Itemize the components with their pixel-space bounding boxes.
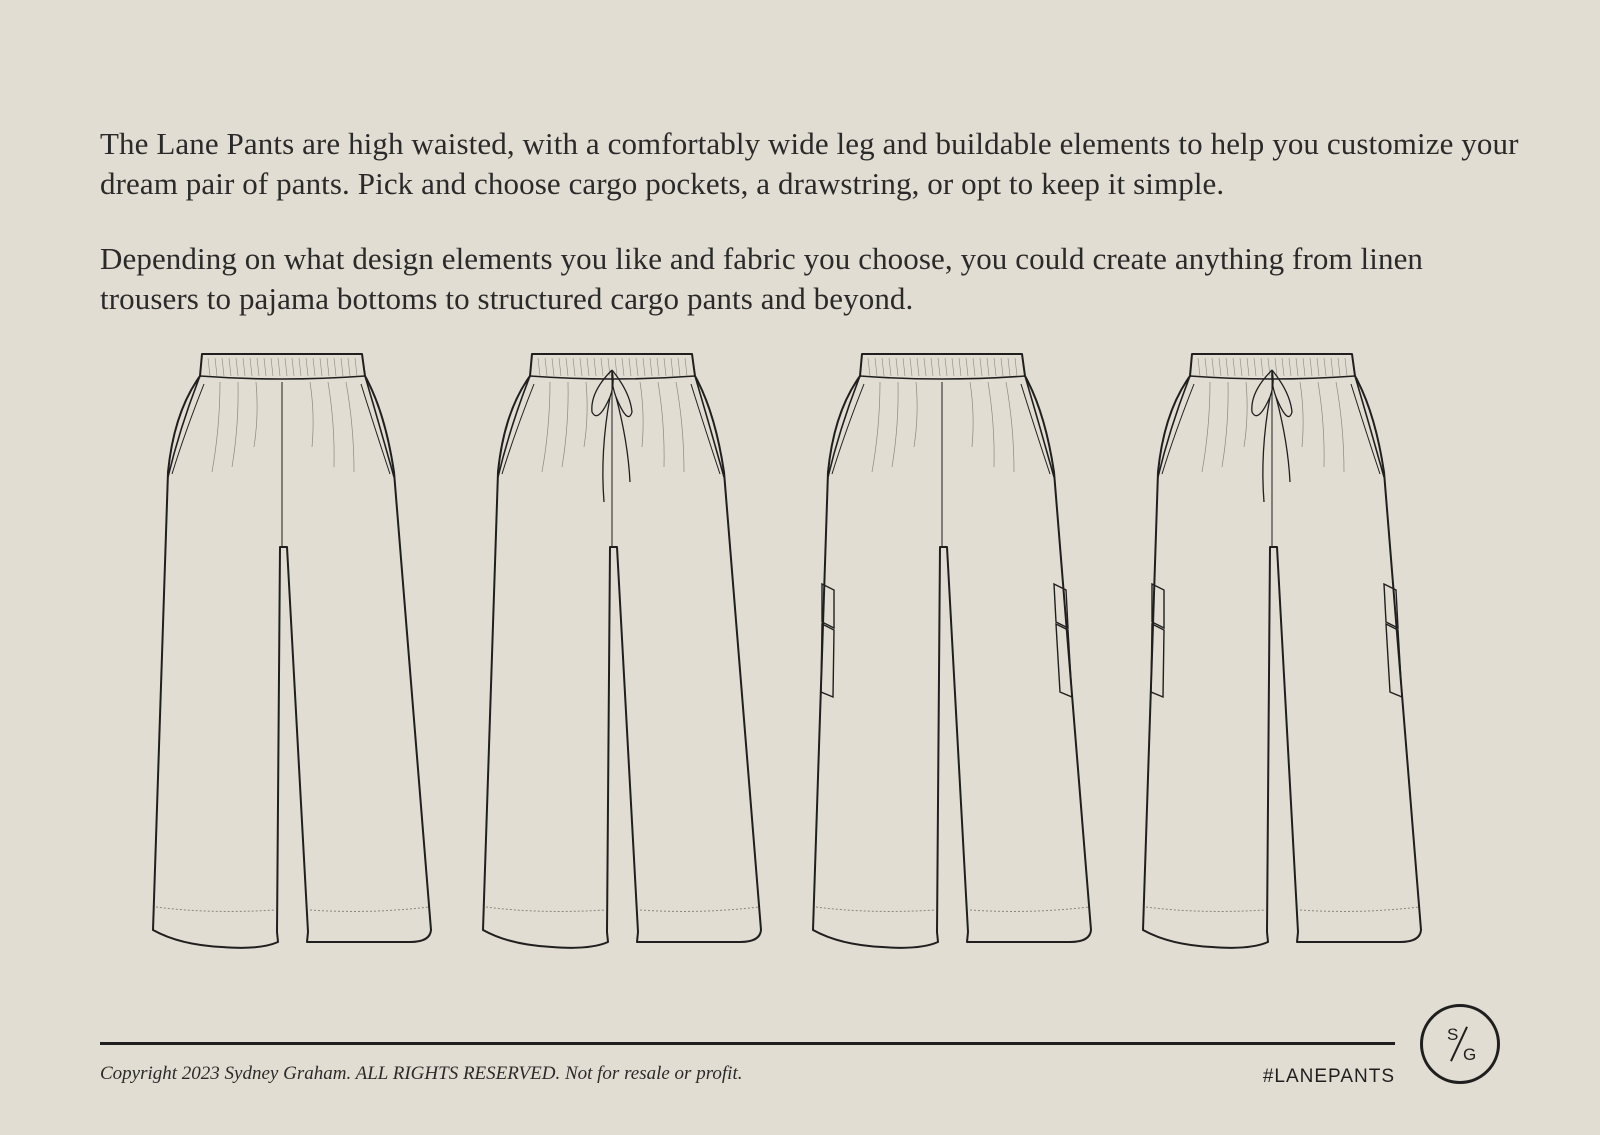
flat-sketch-drawstring [480,352,770,972]
logo-letter-g: G [1463,1045,1477,1064]
flat-sketch-cargo [810,352,1100,972]
hashtag-text: #LANEPANTS [1262,1066,1395,1087]
intro-paragraph-1: The Lane Pants are high waisted, with a comfortably wide leg and buildable elements to help you customize your dream pair of pants. Pick and choose cargo pockets, a drawstring, or opt to keep it simple. [100,126,1519,201]
pants-flat-icon [1140,352,1430,972]
pants-flat-icon [480,352,770,972]
logo-letter-s: S [1447,1025,1459,1044]
flat-sketch-drawstring-cargo [1140,352,1430,972]
pants-flat-icon [810,352,1100,972]
pants-flat-sketches [150,352,1450,972]
flat-sketch-simple [150,352,440,972]
intro-paragraph-2: Depending on what design elements you like and fabric you choose, you could create anything from linen trousers to pajama bottoms to structured cargo pants and beyond. [100,241,1424,316]
sg-logo-icon [1420,1004,1500,1084]
copyright-text: Copyright 2023 Sydney Graham. ALL RIGHTS RESERVED. Not for resale or profit. [100,1063,743,1084]
pants-flat-icon [150,352,440,972]
footer-divider [100,1042,1395,1045]
intro-text [100,124,1520,354]
